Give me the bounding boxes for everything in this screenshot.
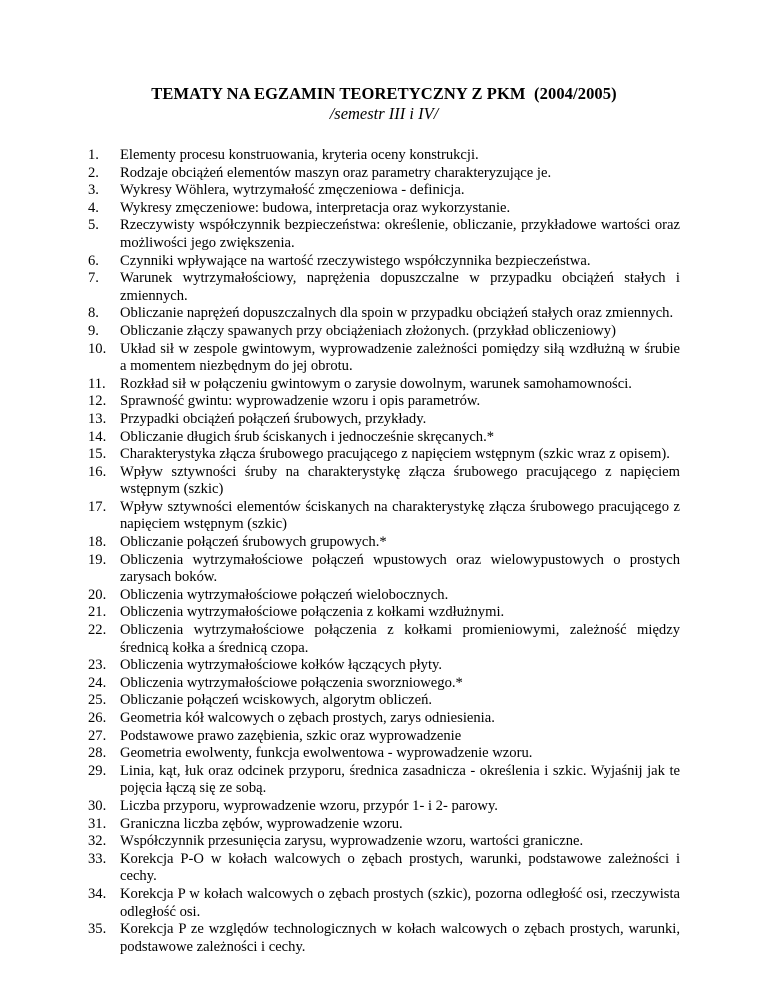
topic-text: Obliczanie złączy spawanych przy obciążeniach złożonych. (przykład obliczeniowy) bbox=[120, 322, 616, 339]
topic-number: 3. bbox=[88, 182, 99, 199]
topic-item bbox=[88, 341, 680, 376]
topic-text: Podstawowe prawo zazębienia, szkic oraz wyprowadzenie bbox=[120, 727, 462, 744]
topic-text: Korekcja P-O w kołach walcowych o zębach prostych, warunki, podstawowe zależności i cechy. bbox=[120, 850, 680, 885]
topic-number: 18. bbox=[88, 534, 107, 551]
topic-text: Obliczenia wytrzymałościowe połączeń wielobocznych. bbox=[120, 586, 449, 603]
topic-text: Obliczenia wytrzymałościowe połączenia z kołkami wzdłużnymi. bbox=[120, 604, 505, 621]
topic-number: 26. bbox=[88, 710, 107, 726]
topic-item bbox=[88, 921, 680, 956]
topic-item bbox=[88, 763, 680, 798]
topic-number: 25. bbox=[88, 692, 107, 709]
topic-text: Przypadki obciążeń połączeń śrubowych, przykłady. bbox=[120, 410, 427, 427]
topic-text: Wpływ sztywności śruby na charakterystykę złącza śrubowego pracującego z napięciem wstępnym (szkic) bbox=[120, 463, 680, 498]
topic-text: Współczynnik przesunięcia zarysu, wyprowadzenie wzoru, wartości graniczne. bbox=[120, 833, 584, 850]
topic-number: 16. bbox=[88, 463, 107, 480]
topic-number: 17. bbox=[88, 498, 107, 515]
topic-number: 4. bbox=[88, 199, 99, 216]
topic-text: Wpływ sztywności elementów ściskanych na charakterystykę złącza śrubowego pracującego z napięciem wstępnym (szkic) bbox=[120, 498, 680, 533]
topic-text: Graniczna liczba zębów, wyprowadzenie wzoru. bbox=[120, 815, 403, 832]
topic-number: 2. bbox=[88, 164, 99, 181]
topic-text: Wykresy zmęczeniowe: budowa, interpretacja oraz wykorzystanie. bbox=[120, 199, 511, 216]
topic-item bbox=[88, 833, 680, 851]
topic-text: Obliczenia wytrzymałościowe połączeń wpustowych oraz wielowypustowych o prostych zarysach boków. bbox=[120, 551, 680, 586]
topic-text: Geometria kół walcowych o zębach prostych, zarys odniesienia. bbox=[120, 710, 495, 726]
topic-number: 15. bbox=[88, 446, 107, 463]
topic-text: Obliczenia wytrzymałościowe połączenia sworzniowego.* bbox=[120, 674, 463, 691]
topic-text: Obliczanie połączeń wciskowych, algorytm obliczeń. bbox=[120, 692, 433, 709]
topic-number: 7. bbox=[88, 270, 99, 287]
topic-text: Korekcja P w kołach walcowych o zębach prostych (szkic), pozorna odległość osi, rzeczywista odległość osi. bbox=[120, 885, 680, 920]
topic-item bbox=[88, 393, 680, 411]
topic-number: 21. bbox=[88, 604, 107, 621]
topic-number: 13. bbox=[88, 410, 107, 427]
topic-item bbox=[88, 675, 680, 693]
topic-item bbox=[88, 728, 680, 746]
topic-text: Obliczenia wytrzymałościowe połączenia z kołkami promieniowymi, zależność między średnicą kołka a średnicą czopa. bbox=[120, 622, 680, 656]
topic-number: 10. bbox=[88, 340, 107, 357]
topic-item bbox=[88, 622, 680, 657]
topic-item bbox=[88, 446, 680, 464]
topic-item bbox=[88, 534, 680, 552]
topic-item bbox=[88, 745, 680, 763]
topic-item bbox=[88, 323, 680, 341]
topic-list bbox=[88, 147, 680, 956]
topic-number: 31. bbox=[88, 815, 107, 832]
topic-item bbox=[88, 429, 680, 447]
topic-number: 14. bbox=[88, 428, 107, 445]
topic-text: Rodzaje obciążeń elementów maszyn oraz parametry charakteryzujące je. bbox=[120, 164, 552, 181]
topic-item bbox=[88, 886, 680, 921]
topic-number: 20. bbox=[88, 586, 107, 603]
topic-number: 28. bbox=[88, 745, 107, 762]
page-subtitle: /semestr III i IV/ bbox=[329, 104, 439, 123]
topic-number: 1. bbox=[88, 147, 99, 163]
topic-item bbox=[88, 464, 680, 499]
topic-text: Liczba przyporu, wyprowadzenie wzoru, przypór 1- i 2- parowy. bbox=[120, 797, 498, 814]
topic-number: 6. bbox=[88, 252, 99, 269]
topic-text: Linia, kąt, łuk oraz odcinek przyporu, średnica zasadnicza - określenia i szkic. Wyjaśnij jak te pojęcia łączą się ze sobą. bbox=[120, 762, 680, 797]
topic-item bbox=[88, 305, 680, 323]
page-title: TEMATY NA EGZAMIN TEORETYCZNY Z PKM (2004/2005) bbox=[151, 84, 617, 103]
topic-number: 8. bbox=[88, 305, 99, 322]
topic-number: 29. bbox=[88, 762, 107, 779]
topic-item bbox=[88, 499, 680, 534]
topic-item bbox=[88, 376, 680, 394]
topic-text: Elementy procesu konstruowania, kryteria oceny konstrukcji. bbox=[120, 147, 479, 163]
topic-text: Korekcja P ze względów technologicznych w kołach walcowych o zębach prostych, warunki, podstawowe zależności i cechy. bbox=[120, 921, 680, 955]
topic-number: 33. bbox=[88, 850, 107, 867]
topic-text: Charakterystyka złącza śrubowego pracującego z napięciem wstępnym (szkic wraz z opisem). bbox=[120, 446, 670, 463]
topic-text: Sprawność gwintu: wyprowadzenie wzoru i opis parametrów. bbox=[120, 393, 481, 410]
topic-item bbox=[88, 657, 680, 675]
topic-item bbox=[88, 851, 680, 886]
topic-text: Warunek wytrzymałościowy, naprężenia dopuszczalne w przypadku obciążeń stałych i zmiennych. bbox=[120, 270, 680, 304]
topic-item bbox=[88, 411, 680, 429]
topic-item bbox=[88, 692, 680, 710]
topic-number: 24. bbox=[88, 674, 107, 691]
topic-text: Obliczenia wytrzymałościowe kołków łączących płyty. bbox=[120, 657, 443, 674]
topic-number: 22. bbox=[88, 622, 107, 639]
topic-item bbox=[88, 147, 680, 165]
topic-item bbox=[88, 182, 680, 200]
topic-number: 35. bbox=[88, 921, 107, 938]
topic-text: Wykresy Wöhlera, wytrzymałość zmęczeniowa - definicja. bbox=[120, 182, 465, 199]
topic-text: Czynniki wpływające na wartość rzeczywistego współczynnika bezpieczeństwa. bbox=[120, 252, 591, 269]
topic-item bbox=[88, 816, 680, 834]
topic-item bbox=[88, 253, 680, 271]
topic-item bbox=[88, 217, 680, 252]
topic-number: 11. bbox=[88, 375, 106, 392]
topic-text: Obliczanie połączeń śrubowych grupowych.* bbox=[120, 534, 387, 551]
topic-number: 19. bbox=[88, 551, 107, 568]
topic-text: Rzeczywisty współczynnik bezpieczeństwa: określenie, obliczanie, przykładowe wartości oraz możliwości jego zwiększenia. bbox=[120, 217, 680, 251]
topic-item bbox=[88, 798, 680, 816]
topic-item bbox=[88, 200, 680, 218]
topic-item bbox=[88, 587, 680, 605]
topic-item bbox=[88, 165, 680, 183]
topic-number: 30. bbox=[88, 797, 107, 814]
topic-number: 23. bbox=[88, 657, 107, 674]
topic-number: 32. bbox=[88, 833, 107, 850]
topic-item bbox=[88, 552, 680, 587]
topic-number: 34. bbox=[88, 885, 107, 902]
topic-number: 9. bbox=[88, 322, 99, 339]
topic-item bbox=[88, 710, 680, 728]
topic-number: 27. bbox=[88, 727, 107, 744]
topic-text: Układ sił w zespole gwintowym, wyprowadzenie zależności pomiędzy siłą wzdłużną w śrubie a momentem niezbędnym do jej obrotu. bbox=[120, 340, 680, 375]
topic-text: Obliczanie naprężeń dopuszczalnych dla spoin w przypadku obciążeń stałych oraz zmiennych. bbox=[120, 305, 674, 322]
topic-text: Obliczanie długich śrub ściskanych i jednocześnie skręcanych.* bbox=[120, 428, 495, 445]
topic-number: 12. bbox=[88, 393, 107, 410]
topic-text: Geometria ewolwenty, funkcja ewolwentowa - wyprowadzenie wzoru. bbox=[120, 745, 533, 762]
topic-text: Rozkład sił w połączeniu gwintowym o zarysie dowolnym, warunek samohamowności. bbox=[120, 375, 632, 392]
topic-item bbox=[88, 604, 680, 622]
topic-item bbox=[88, 270, 680, 305]
topic-number: 5. bbox=[88, 217, 99, 234]
